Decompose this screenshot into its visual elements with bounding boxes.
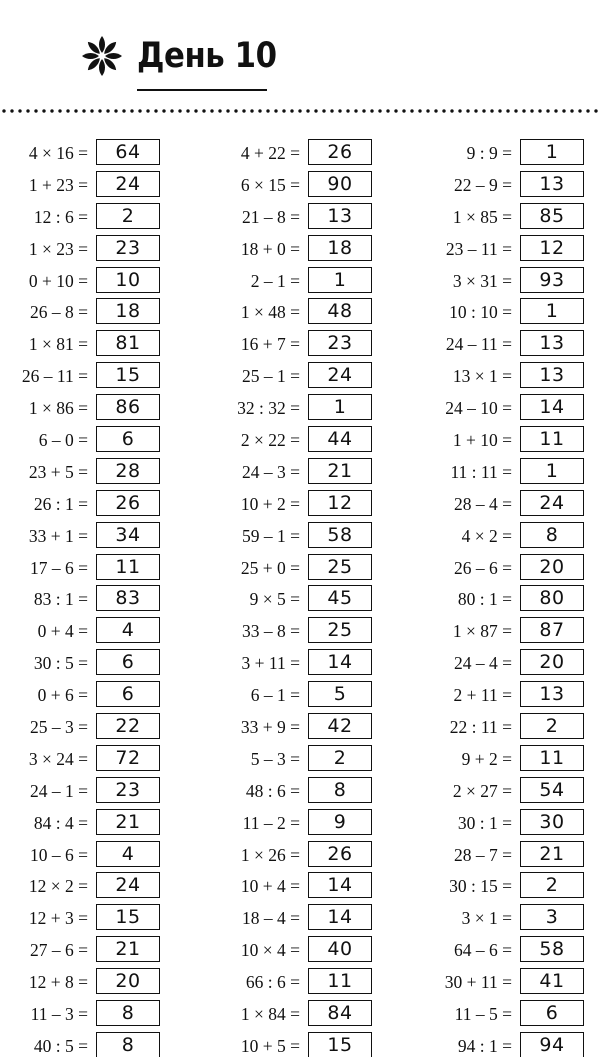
exercise-expression: 6 – 0 =: [38, 430, 88, 451]
exercise-expression: 11 – 3 =: [30, 1004, 88, 1025]
answer-box[interactable]: 44: [308, 426, 372, 452]
exercise-row: [424, 552, 599, 584]
exercise-row: [212, 647, 412, 679]
answer-box[interactable]: 1: [308, 267, 372, 293]
exercise-row: [212, 169, 412, 201]
exercise-row: [424, 647, 599, 679]
exercise-expression: 22 – 9 =: [454, 174, 512, 195]
answer-box[interactable]: 14: [308, 649, 372, 675]
answer-box[interactable]: 22: [96, 713, 160, 739]
exercise-row: [424, 615, 599, 647]
answer-box[interactable]: 25: [308, 617, 372, 643]
exercise-column-1: [0, 137, 200, 1057]
answer-box[interactable]: 1: [520, 139, 584, 165]
exercise-row: [424, 966, 599, 998]
answer-box[interactable]: 34: [96, 522, 160, 548]
answer-box[interactable]: 21: [520, 841, 584, 867]
exercise-row: [424, 934, 599, 966]
exercise-row: [424, 392, 599, 424]
exercise-expression: 10 + 4 =: [240, 876, 300, 897]
exercise-expression: 26 – 6 =: [454, 557, 512, 578]
answer-box[interactable]: 58: [308, 522, 372, 548]
exercise-row: [212, 1030, 412, 1057]
exercise-row: [424, 902, 599, 934]
exercise-expression: 28 – 4 =: [454, 493, 512, 514]
exercise-expression: 25 – 1 =: [242, 366, 300, 387]
exercise-row: [212, 807, 412, 839]
exercise-expression: 3 × 31 =: [452, 270, 512, 291]
answer-box[interactable]: 5: [308, 681, 372, 707]
exercise-row: [0, 839, 200, 871]
answer-box[interactable]: 13: [520, 681, 584, 707]
exercise-expression: 9 + 2 =: [461, 748, 512, 769]
exercise-expression: 84 : 4 =: [33, 812, 88, 833]
exercise-row: [0, 775, 200, 807]
answer-box[interactable]: 30: [520, 809, 584, 835]
exercise-expression: 22 : 11 =: [449, 717, 512, 738]
answer-box[interactable]: 11: [520, 426, 584, 452]
answer-box[interactable]: 10: [96, 267, 160, 293]
exercise-row: [212, 392, 412, 424]
exercise-expression: 24 – 11 =: [445, 334, 512, 355]
exercise-expression: 6 – 1 =: [250, 685, 300, 706]
exercise-expression: 12 + 8 =: [28, 972, 88, 993]
exercise-row: [0, 615, 200, 647]
exercise-expression: 24 – 10 =: [445, 398, 512, 419]
answer-box[interactable]: 45: [308, 585, 372, 611]
exercise-expression: 94 : 1 =: [457, 1035, 512, 1056]
answer-box[interactable]: 13: [308, 203, 372, 229]
exercise-expression: 12 × 2 =: [28, 876, 88, 897]
exercise-row: [212, 870, 412, 902]
exercise-row: [212, 934, 412, 966]
answer-box[interactable]: 2: [520, 872, 584, 898]
answer-box[interactable]: 18: [96, 298, 160, 324]
exercise-row: [0, 265, 200, 297]
exercise-row: [212, 137, 412, 169]
exercise-expression: 33 + 1 =: [28, 525, 88, 546]
exercise-row: [424, 711, 599, 743]
exercise-expression: 1 × 86 =: [28, 398, 88, 419]
exercise-row: [0, 456, 200, 488]
exercise-expression: 3 × 24 =: [28, 748, 88, 769]
exercise-expression: 24 – 4 =: [454, 653, 512, 674]
exercise-row: [212, 679, 412, 711]
exercise-row: [0, 934, 200, 966]
exercise-expression: 4 × 2 =: [461, 525, 512, 546]
answer-box[interactable]: 13: [520, 362, 584, 388]
exercise-expression: 6 × 15 =: [240, 174, 300, 195]
answer-box[interactable]: 28: [96, 458, 160, 484]
exercise-row: [424, 520, 599, 552]
exercise-row: [212, 902, 412, 934]
exercise-expression: 18 + 0 =: [240, 238, 300, 259]
exercise-expression: 40 : 5 =: [33, 1035, 88, 1056]
answer-box[interactable]: 58: [520, 936, 584, 962]
exercise-row: [424, 870, 599, 902]
answer-box[interactable]: 2: [96, 203, 160, 229]
exercise-expression: 9 : 9 =: [466, 143, 512, 163]
answer-box[interactable]: 6: [96, 649, 160, 675]
exercise-row: [212, 233, 412, 265]
exercise-row: [212, 201, 412, 233]
exercise-row: [424, 137, 599, 169]
exercise-row: [424, 839, 599, 871]
exercise-expression: 66 : 6 =: [245, 972, 300, 993]
answer-box[interactable]: 3: [520, 904, 584, 930]
exercise-expression: 12 + 3 =: [28, 908, 88, 929]
exercise-expression: 25 + 0 =: [240, 557, 300, 578]
exercise-expression: 26 – 11 =: [21, 366, 88, 387]
exercise-expression: 10 : 10 =: [449, 302, 512, 323]
exercise-row: [0, 1030, 200, 1057]
answer-box[interactable]: 8: [96, 1032, 160, 1057]
answer-box[interactable]: 85: [520, 203, 584, 229]
exercise-row: [212, 743, 412, 775]
exercise-row: [0, 296, 200, 328]
exercise-row: [0, 392, 200, 424]
answer-box[interactable]: 11: [96, 554, 160, 580]
exercise-row: [424, 583, 599, 615]
answer-box[interactable]: 20: [520, 554, 584, 580]
exercise-row: [0, 583, 200, 615]
exercise-row: [424, 233, 599, 265]
exercise-row: [424, 328, 599, 360]
exercise-expression: 10 × 4 =: [240, 940, 300, 961]
answer-box[interactable]: 23: [96, 235, 160, 261]
exercise-row: [0, 902, 200, 934]
answer-box[interactable]: 64: [96, 139, 160, 165]
exercise-expression: 1 + 10 =: [452, 430, 512, 451]
exercise-row: [212, 775, 412, 807]
exercise-expression: 2 + 11 =: [453, 685, 512, 706]
answer-box[interactable]: 21: [308, 458, 372, 484]
answer-box[interactable]: 9: [308, 809, 372, 835]
answer-box[interactable]: 72: [96, 745, 160, 771]
answer-box[interactable]: 14: [520, 394, 584, 420]
exercise-row: [424, 743, 599, 775]
exercise-row: [0, 870, 200, 902]
exercise-row: [212, 839, 412, 871]
answer-box[interactable]: 80: [520, 585, 584, 611]
exercise-expression: 1 × 84 =: [240, 1004, 300, 1025]
exercise-expression: 16 + 7 =: [240, 334, 300, 355]
exercise-row: [424, 169, 599, 201]
exercise-expression: 10 – 6 =: [30, 844, 88, 865]
exercise-row: [212, 520, 412, 552]
exercise-row: [0, 137, 200, 169]
exercise-expression: 4 × 16 =: [28, 143, 88, 163]
answer-box[interactable]: 83: [96, 585, 160, 611]
answer-box[interactable]: 40: [308, 936, 372, 962]
exercise-expression: 30 + 11 =: [444, 972, 512, 993]
answer-box[interactable]: 86: [96, 394, 160, 420]
answer-box[interactable]: 2: [520, 713, 584, 739]
answer-box[interactable]: 93: [520, 267, 584, 293]
answer-box[interactable]: 26: [308, 139, 372, 165]
exercise-expression: 17 – 6 =: [30, 557, 88, 578]
exercise-expression: 80 : 1 =: [457, 589, 512, 610]
answer-box[interactable]: 2: [308, 745, 372, 771]
exercise-expression: 2 – 1 =: [250, 270, 300, 291]
answer-box[interactable]: 13: [520, 171, 584, 197]
exercise-expression: 11 – 2 =: [242, 812, 300, 833]
exercise-expression: 10 + 2 =: [240, 493, 300, 514]
exercise-expression: 1 + 23 =: [28, 174, 88, 195]
exercise-row: [0, 647, 200, 679]
exercise-expression: 30 : 5 =: [33, 653, 88, 674]
page-title: День 10: [137, 36, 277, 76]
answer-box[interactable]: 94: [520, 1032, 584, 1057]
exercise-expression: 48 : 6 =: [245, 780, 300, 801]
answer-box[interactable]: 20: [96, 968, 160, 994]
exercise-row: [212, 552, 412, 584]
answer-box[interactable]: 11: [308, 968, 372, 994]
exercise-expression: 64 – 6 =: [454, 940, 512, 961]
exercise-row: [212, 615, 412, 647]
exercise-expression: 83 : 1 =: [33, 589, 88, 610]
exercise-expression: 33 – 8 =: [242, 621, 300, 642]
exercise-expression: 27 – 6 =: [30, 940, 88, 961]
exercise-row: [424, 1030, 599, 1057]
exercise-row: [212, 296, 412, 328]
exercise-row: [424, 201, 599, 233]
exercise-expression: 21 – 8 =: [242, 206, 300, 227]
answer-box[interactable]: 4: [96, 841, 160, 867]
exercise-row: [0, 201, 200, 233]
exercise-expression: 9 × 5 =: [249, 589, 300, 610]
exercise-row: [0, 520, 200, 552]
exercise-row: [0, 807, 200, 839]
asterisk-flower-icon: [80, 34, 124, 78]
answer-box[interactable]: 15: [96, 362, 160, 388]
exercise-expression: 13 × 1 =: [452, 366, 512, 387]
answer-box[interactable]: 24: [520, 490, 584, 516]
title-underline: [137, 89, 267, 91]
exercise-expression: 0 + 6 =: [37, 685, 88, 706]
exercise-expression: 33 + 9 =: [240, 717, 300, 738]
answer-box[interactable]: 25: [308, 554, 372, 580]
exercise-expression: 30 : 1 =: [457, 812, 512, 833]
exercise-column-3: [424, 137, 599, 1057]
answer-box[interactable]: 23: [96, 777, 160, 803]
exercise-expression: 3 × 1 =: [461, 908, 512, 929]
exercise-row: [424, 424, 599, 456]
answer-box[interactable]: 54: [520, 777, 584, 803]
exercise-row: [212, 265, 412, 297]
exercise-expression: 4 + 22 =: [240, 143, 300, 163]
exercise-row: [424, 807, 599, 839]
answer-box[interactable]: 20: [520, 649, 584, 675]
exercise-row: [424, 265, 599, 297]
answer-box[interactable]: 42: [308, 713, 372, 739]
exercise-row: [212, 583, 412, 615]
exercise-expression: 1 × 87 =: [452, 621, 512, 642]
exercise-expression: 2 × 22 =: [240, 430, 300, 451]
answer-box[interactable]: 81: [96, 330, 160, 356]
exercise-row: [424, 488, 599, 520]
answer-box[interactable]: 12: [308, 490, 372, 516]
exercise-expression: 11 : 11 =: [450, 461, 512, 482]
exercise-expression: 3 + 11 =: [241, 653, 300, 674]
exercise-expression: 59 – 1 =: [242, 525, 300, 546]
answer-box[interactable]: 12: [520, 235, 584, 261]
exercise-expression: 26 : 1 =: [33, 493, 88, 514]
answer-box[interactable]: 1: [520, 458, 584, 484]
answer-box[interactable]: 14: [308, 904, 372, 930]
exercise-row: [0, 743, 200, 775]
exercise-expression: 30 : 15 =: [449, 876, 512, 897]
exercise-row: [212, 488, 412, 520]
exercise-expression: 10 + 5 =: [240, 1035, 300, 1056]
answer-box[interactable]: 24: [96, 872, 160, 898]
exercise-row: [212, 424, 412, 456]
answer-box[interactable]: 87: [520, 617, 584, 643]
exercise-expression: 28 – 7 =: [454, 844, 512, 865]
exercise-row: [0, 966, 200, 998]
exercise-row: [212, 360, 412, 392]
answer-box[interactable]: 23: [308, 330, 372, 356]
answer-box[interactable]: 8: [520, 522, 584, 548]
exercise-expression: 24 – 1 =: [30, 780, 88, 801]
exercise-row: [212, 711, 412, 743]
answer-box[interactable]: 18: [308, 235, 372, 261]
exercise-row: [0, 424, 200, 456]
exercise-column-2: [212, 137, 412, 1057]
answer-box[interactable]: 8: [96, 1000, 160, 1026]
answer-box[interactable]: 26: [96, 490, 160, 516]
exercise-row: [0, 552, 200, 584]
exercise-expression: 32 : 32 =: [237, 398, 300, 419]
exercise-row: [424, 998, 599, 1030]
answer-box[interactable]: 1: [520, 298, 584, 324]
exercise-expression: 0 + 10 =: [28, 270, 88, 291]
answer-box[interactable]: 84: [308, 1000, 372, 1026]
exercise-expression: 1 × 26 =: [240, 844, 300, 865]
answer-box[interactable]: 21: [96, 809, 160, 835]
exercise-expression: 25 – 3 =: [30, 717, 88, 738]
exercise-row: [212, 998, 412, 1030]
answer-box[interactable]: 24: [96, 171, 160, 197]
exercise-expression: 1 × 85 =: [452, 206, 512, 227]
exercise-row: [0, 998, 200, 1030]
answer-box[interactable]: 11: [520, 745, 584, 771]
exercise-expression: 1 × 81 =: [28, 334, 88, 355]
answer-box[interactable]: 15: [308, 1032, 372, 1057]
exercise-expression: 1 × 48 =: [240, 302, 300, 323]
exercise-row: [424, 360, 599, 392]
exercise-expression: 24 – 3 =: [242, 461, 300, 482]
exercise-row: [424, 775, 599, 807]
exercise-row: [0, 360, 200, 392]
answer-box[interactable]: 8: [308, 777, 372, 803]
exercise-expression: 23 – 11 =: [445, 238, 512, 259]
page-header: [0, 0, 599, 120]
exercise-row: [424, 296, 599, 328]
exercise-expression: 26 – 8 =: [30, 302, 88, 323]
answer-box[interactable]: 14: [308, 872, 372, 898]
exercise-row: [212, 966, 412, 998]
exercise-row: [424, 679, 599, 711]
answer-box[interactable]: 6: [96, 426, 160, 452]
answer-box[interactable]: 15: [96, 904, 160, 930]
answer-box[interactable]: 6: [520, 1000, 584, 1026]
exercise-expression: 2 × 27 =: [452, 780, 512, 801]
exercise-expression: 12 : 6 =: [33, 206, 88, 227]
exercise-row: [0, 711, 200, 743]
answer-box[interactable]: 6: [96, 681, 160, 707]
exercise-row: [0, 488, 200, 520]
answer-box[interactable]: 48: [308, 298, 372, 324]
exercise-row: [0, 679, 200, 711]
answer-box[interactable]: 41: [520, 968, 584, 994]
dotted-divider: [0, 108, 599, 114]
exercise-expression: 5 – 3 =: [250, 748, 300, 769]
answer-box[interactable]: 24: [308, 362, 372, 388]
exercise-expression: 23 + 5 =: [28, 461, 88, 482]
exercise-row: [0, 328, 200, 360]
answer-box[interactable]: 13: [520, 330, 584, 356]
exercise-expression: 18 – 4 =: [242, 908, 300, 929]
exercise-row: [0, 233, 200, 265]
exercise-expression: 11 – 5 =: [454, 1004, 512, 1025]
exercise-row: [0, 169, 200, 201]
exercise-row: [424, 456, 599, 488]
answer-box[interactable]: 21: [96, 936, 160, 962]
exercise-row: [212, 456, 412, 488]
answer-box[interactable]: 1: [308, 394, 372, 420]
answer-box[interactable]: 26: [308, 841, 372, 867]
exercise-expression: 1 × 23 =: [28, 238, 88, 259]
exercise-row: [212, 328, 412, 360]
exercise-expression: 0 + 4 =: [37, 621, 88, 642]
answer-box[interactable]: 4: [96, 617, 160, 643]
answer-box[interactable]: 90: [308, 171, 372, 197]
